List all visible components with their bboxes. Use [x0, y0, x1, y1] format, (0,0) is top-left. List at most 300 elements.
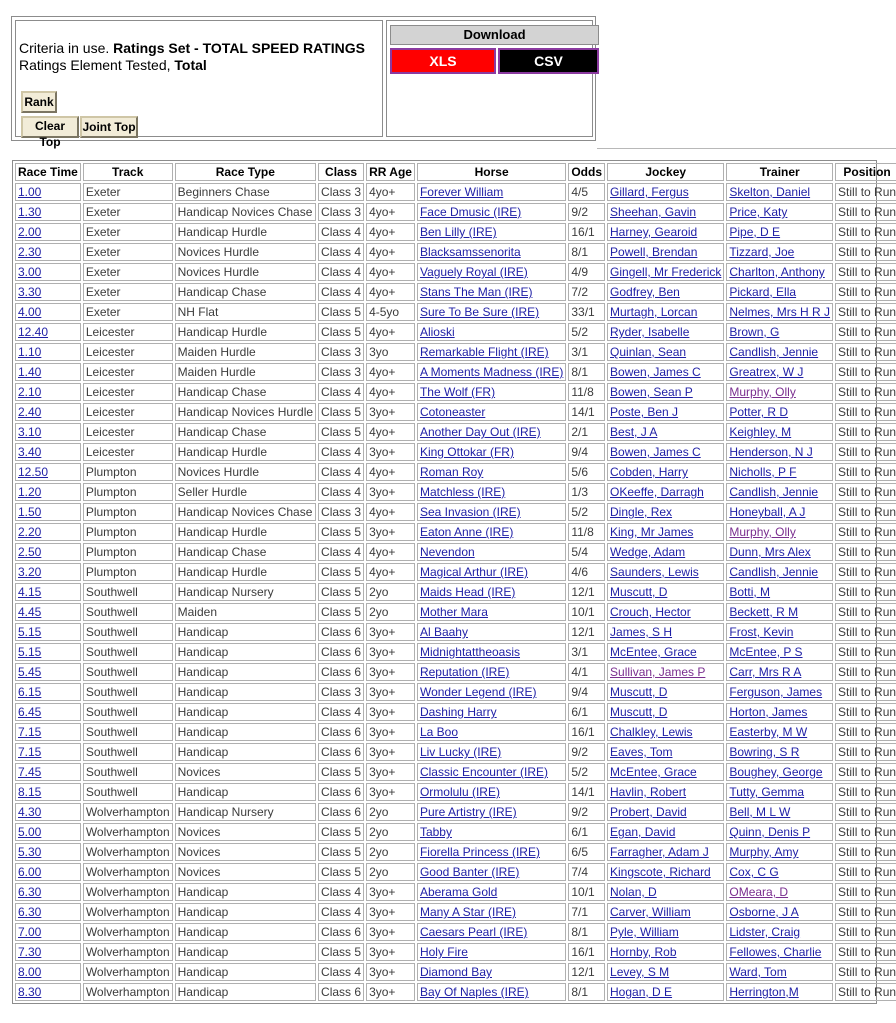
odds-cell: 8/1	[568, 243, 605, 261]
trainer-link[interactable]: McEntee, P S	[726, 643, 833, 661]
trainer-link[interactable]: Skelton, Daniel	[726, 183, 833, 201]
class-cell: Class 5	[318, 583, 364, 601]
horse-link[interactable]: Holy Fire	[417, 943, 566, 961]
odds-cell: 16/1	[568, 223, 605, 241]
trainer-link[interactable]: Pipe, D E	[726, 223, 833, 241]
horse-link[interactable]: Liv Lucky (IRE)	[417, 743, 566, 761]
horse-link[interactable]: Roman Roy	[417, 463, 566, 481]
track-cell: Wolverhampton	[83, 803, 173, 821]
table-row	[15, 743, 896, 761]
race-time-link[interactable]: 1.30	[15, 203, 81, 221]
horse-link[interactable]: Forever William	[417, 183, 566, 201]
horse-link[interactable]: Another Day Out (IRE)	[417, 423, 566, 441]
race-time-link[interactable]: 7.00	[15, 923, 81, 941]
track-cell: Exeter	[83, 263, 173, 281]
race-time-link[interactable]: 6.45	[15, 703, 81, 721]
horse-link[interactable]: Wonder Legend (IRE)	[417, 683, 566, 701]
horse-link[interactable]: Fiorella Princess (IRE)	[417, 843, 566, 861]
trainer-link[interactable]: Bell, M L W	[726, 803, 833, 821]
jockey-link[interactable]: Muscutt, D	[607, 703, 724, 721]
horse-link[interactable]: Sure To Be Sure (IRE)	[417, 303, 566, 321]
table-row	[15, 883, 896, 901]
odds-cell: 16/1	[568, 943, 605, 961]
table-row	[15, 963, 896, 981]
jockey-link[interactable]: Hornby, Rob	[607, 943, 724, 961]
odds-cell: 1/3	[568, 483, 605, 501]
trainer-link[interactable]: Osborne, J A	[726, 903, 833, 921]
jockey-link[interactable]: Murtagh, Lorcan	[607, 303, 724, 321]
rank-button[interactable]: Rank	[21, 91, 57, 113]
trainer-link[interactable]: Candlish, Jennie	[726, 483, 833, 501]
rr-age-cell: 3yo+	[366, 623, 415, 641]
table-row	[15, 983, 896, 1001]
trainer-link[interactable]: Potter, R D	[726, 403, 833, 421]
race-time-link[interactable]: 4.00	[15, 303, 81, 321]
trainer-link[interactable]: Bowring, S R	[726, 743, 833, 761]
race-time-link[interactable]: 3.00	[15, 263, 81, 281]
jockey-link[interactable]: Kingscote, Richard	[607, 863, 724, 881]
rr-age-cell: 2yo	[366, 843, 415, 861]
header-class: Class	[318, 163, 364, 181]
track-cell: Wolverhampton	[83, 943, 173, 961]
odds-cell: 3/1	[568, 343, 605, 361]
race-time-link[interactable]: 6.15	[15, 683, 81, 701]
trainer-link[interactable]: Botti, M	[726, 583, 833, 601]
horse-link[interactable]: Face Dmusic (IRE)	[417, 203, 566, 221]
horse-link[interactable]: Classic Encounter (IRE)	[417, 763, 566, 781]
track-cell: Plumpton	[83, 543, 173, 561]
jockey-link[interactable]: Sullivan, James P	[607, 663, 724, 681]
divider	[597, 148, 896, 149]
horse-link[interactable]: Maids Head (IRE)	[417, 583, 566, 601]
horse-link[interactable]: Blacksamssenorita	[417, 243, 566, 261]
odds-cell: 6/5	[568, 843, 605, 861]
race-type-cell: Novices	[175, 843, 316, 861]
class-cell: Class 5	[318, 843, 364, 861]
trainer-link[interactable]: Boughey, George	[726, 763, 833, 781]
race-time-link[interactable]: 2.40	[15, 403, 81, 421]
odds-cell: 14/1	[568, 783, 605, 801]
race-type-cell: Handicap	[175, 883, 316, 901]
horse-link[interactable]: Many A Star (IRE)	[417, 903, 566, 921]
rr-age-cell: 4yo+	[366, 383, 415, 401]
trainer-link[interactable]: Charlton, Anthony	[726, 263, 833, 281]
horse-link[interactable]: Al Baahy	[417, 623, 566, 641]
jockey-link[interactable]: Best, J A	[607, 423, 724, 441]
trainer-link[interactable]: Easterby, M W	[726, 723, 833, 741]
class-cell: Class 5	[318, 403, 364, 421]
race-type-cell: Novices Hurdle	[175, 243, 316, 261]
trainer-link[interactable]: Horton, James	[726, 703, 833, 721]
race-type-cell: Handicap Chase	[175, 383, 316, 401]
rr-age-cell: 3yo+	[366, 783, 415, 801]
class-cell: Class 5	[318, 823, 364, 841]
race-type-cell: NH Flat	[175, 303, 316, 321]
jockey-link[interactable]: Muscutt, D	[607, 583, 724, 601]
trainer-link[interactable]: Nicholls, P F	[726, 463, 833, 481]
race-type-cell: Novices Hurdle	[175, 463, 316, 481]
horse-link[interactable]: Tabby	[417, 823, 566, 841]
jockey-link[interactable]: King, Mr James	[607, 523, 724, 541]
rr-age-cell: 3yo+	[366, 743, 415, 761]
race-time-link[interactable]: 3.10	[15, 423, 81, 441]
horse-link[interactable]: Sea Invasion (IRE)	[417, 503, 566, 521]
horse-link[interactable]: Bay Of Naples (IRE)	[417, 983, 566, 1001]
race-time-link[interactable]: 4.15	[15, 583, 81, 601]
horse-link[interactable]: Cotoneaster	[417, 403, 566, 421]
jockey-link[interactable]: Sheehan, Gavin	[607, 203, 724, 221]
class-cell: Class 6	[318, 643, 364, 661]
position-cell: Still to Run	[835, 603, 896, 621]
odds-cell: 5/2	[568, 323, 605, 341]
track-cell: Southwell	[83, 623, 173, 641]
position-cell: Still to Run	[835, 203, 896, 221]
race-type-cell: Maiden Hurdle	[175, 343, 316, 361]
jockey-link[interactable]: Poste, Ben J	[607, 403, 724, 421]
jockey-link[interactable]: Carver, William	[607, 903, 724, 921]
table-row	[15, 323, 896, 341]
position-cell: Still to Run	[835, 503, 896, 521]
table-row	[15, 943, 896, 961]
horse-link[interactable]: Ormolulu (IRE)	[417, 783, 566, 801]
race-time-link[interactable]: 6.30	[15, 883, 81, 901]
jockey-link[interactable]: Bowen, Sean P	[607, 383, 724, 401]
position-cell: Still to Run	[835, 643, 896, 661]
position-cell: Still to Run	[835, 463, 896, 481]
odds-cell: 14/1	[568, 403, 605, 421]
trainer-link[interactable]: Brown, G	[726, 323, 833, 341]
rr-age-cell: 4-5yo	[366, 303, 415, 321]
table-row	[15, 603, 896, 621]
jockey-link[interactable]: Bowen, James C	[607, 363, 724, 381]
table-row	[15, 803, 896, 821]
jockey-link[interactable]: Nolan, D	[607, 883, 724, 901]
horse-link[interactable]: Matchless (IRE)	[417, 483, 566, 501]
rr-age-cell: 4yo+	[366, 223, 415, 241]
trainer-link[interactable]: Tizzard, Joe	[726, 243, 833, 261]
download-csv-button[interactable]: CSV	[498, 48, 599, 74]
jockey-link[interactable]: Quinlan, Sean	[607, 343, 724, 361]
trainer-link[interactable]: Murphy, Amy	[726, 843, 833, 861]
position-cell: Still to Run	[835, 723, 896, 741]
horse-link[interactable]: Ben Lilly (IRE)	[417, 223, 566, 241]
class-cell: Class 4	[318, 383, 364, 401]
jockey-link[interactable]: Havlin, Robert	[607, 783, 724, 801]
trainer-link[interactable]: Frost, Kevin	[726, 623, 833, 641]
race-time-link[interactable]: 1.00	[15, 183, 81, 201]
race-type-cell: Handicap Chase	[175, 543, 316, 561]
trainer-link[interactable]: Quinn, Denis P	[726, 823, 833, 841]
trainer-link[interactable]: Price, Katy	[726, 203, 833, 221]
table-row	[15, 203, 896, 221]
race-time-link[interactable]: 8.30	[15, 983, 81, 1001]
race-time-link[interactable]: 2.30	[15, 243, 81, 261]
criteria-ratings-set	[19, 40, 365, 56]
odds-cell: 5/6	[568, 463, 605, 481]
rr-age-cell: 3yo+	[366, 683, 415, 701]
odds-cell: 4/9	[568, 263, 605, 281]
horse-link[interactable]: King Ottokar (FR)	[417, 443, 566, 461]
odds-cell: 9/2	[568, 803, 605, 821]
jockey-link[interactable]: Levey, S M	[607, 963, 724, 981]
rr-age-cell: 2yo	[366, 583, 415, 601]
horse-link[interactable]: La Boo	[417, 723, 566, 741]
table-row	[15, 343, 896, 361]
race-time-link[interactable]: 5.45	[15, 663, 81, 681]
header-jockey: Jockey	[607, 163, 724, 181]
jockey-link[interactable]: Gillard, Fergus	[607, 183, 724, 201]
jockey-link[interactable]: Powell, Brendan	[607, 243, 724, 261]
race-type-cell: Handicap	[175, 963, 316, 981]
position-cell: Still to Run	[835, 443, 896, 461]
horse-link[interactable]: Pure Artistry (IRE)	[417, 803, 566, 821]
race-time-link[interactable]: 1.50	[15, 503, 81, 521]
jockey-link[interactable]: Pyle, William	[607, 923, 724, 941]
race-time-link[interactable]: 4.30	[15, 803, 81, 821]
race-type-cell: Handicap Hurdle	[175, 223, 316, 241]
horse-link[interactable]: Dashing Harry	[417, 703, 566, 721]
jockey-link[interactable]: Dingle, Rex	[607, 503, 724, 521]
track-cell: Leicester	[83, 343, 173, 361]
race-time-link[interactable]: 5.15	[15, 643, 81, 661]
race-time-link[interactable]: 12.50	[15, 463, 81, 481]
race-type-cell: Handicap Chase	[175, 423, 316, 441]
race-time-link[interactable]: 1.40	[15, 363, 81, 381]
jockey-link[interactable]: OKeeffe, Darragh	[607, 483, 724, 501]
race-time-link[interactable]: 5.30	[15, 843, 81, 861]
class-cell: Class 4	[318, 543, 364, 561]
track-cell: Exeter	[83, 283, 173, 301]
odds-cell: 12/1	[568, 583, 605, 601]
criteria-label: Criteria in use.	[19, 40, 110, 56]
race-type-cell: Handicap Hurdle	[175, 563, 316, 581]
odds-cell: 33/1	[568, 303, 605, 321]
table-row	[15, 923, 896, 941]
odds-cell: 7/4	[568, 863, 605, 881]
jockey-link[interactable]: Bowen, James C	[607, 443, 724, 461]
jockey-link[interactable]: Harney, Gearoid	[607, 223, 724, 241]
race-time-link[interactable]: 5.00	[15, 823, 81, 841]
race-time-link[interactable]: 3.40	[15, 443, 81, 461]
horse-link[interactable]: Reputation (IRE)	[417, 663, 566, 681]
position-cell: Still to Run	[835, 223, 896, 241]
race-time-link[interactable]: 6.00	[15, 863, 81, 881]
race-time-link[interactable]: 4.45	[15, 603, 81, 621]
table-row	[15, 383, 896, 401]
race-type-cell: Handicap	[175, 983, 316, 1001]
track-cell: Southwell	[83, 603, 173, 621]
race-time-link[interactable]: 2.20	[15, 523, 81, 541]
rr-age-cell: 3yo+	[366, 643, 415, 661]
rr-age-cell: 4yo+	[366, 543, 415, 561]
jockey-link[interactable]: McEntee, Grace	[607, 763, 724, 781]
horse-link[interactable]: Caesars Pearl (IRE)	[417, 923, 566, 941]
trainer-link[interactable]: Honeyball, A J	[726, 503, 833, 521]
horse-link[interactable]: Remarkable Flight (IRE)	[417, 343, 566, 361]
rr-age-cell: 3yo+	[366, 983, 415, 1001]
jockey-link[interactable]: Eaves, Tom	[607, 743, 724, 761]
trainer-link[interactable]: Candlish, Jennie	[726, 343, 833, 361]
table-row	[15, 283, 896, 301]
trainer-link[interactable]: Cox, C G	[726, 863, 833, 881]
race-type-cell: Beginners Chase	[175, 183, 316, 201]
jockey-link[interactable]: Godfrey, Ben	[607, 283, 724, 301]
position-cell: Still to Run	[835, 423, 896, 441]
track-cell: Southwell	[83, 583, 173, 601]
trainer-link[interactable]: OMeara, D	[726, 883, 833, 901]
odds-cell: 11/8	[568, 523, 605, 541]
trainer-link[interactable]: Pickard, Ella	[726, 283, 833, 301]
horse-link[interactable]: Mother Mara	[417, 603, 566, 621]
race-time-link[interactable]: 7.15	[15, 723, 81, 741]
joint-top-button[interactable]: Joint Top	[80, 116, 138, 138]
jockey-link[interactable]: Gingell, Mr Frederick	[607, 263, 724, 281]
horse-link[interactable]: Eaton Anne (IRE)	[417, 523, 566, 541]
table-row	[15, 643, 896, 661]
jockey-link[interactable]: McEntee, Grace	[607, 643, 724, 661]
race-time-link[interactable]: 3.30	[15, 283, 81, 301]
odds-cell: 4/1	[568, 663, 605, 681]
race-type-cell: Handicap Nursery	[175, 803, 316, 821]
horse-link[interactable]: Midnightattheoasis	[417, 643, 566, 661]
race-time-link[interactable]: 7.15	[15, 743, 81, 761]
rr-age-cell: 4yo+	[366, 243, 415, 261]
race-time-link[interactable]: 8.00	[15, 963, 81, 981]
jockey-link[interactable]: Muscutt, D	[607, 683, 724, 701]
class-cell: Class 3	[318, 503, 364, 521]
download-xls-button[interactable]: XLS	[390, 48, 496, 74]
horse-link[interactable]: Good Banter (IRE)	[417, 863, 566, 881]
race-time-link[interactable]: 6.30	[15, 903, 81, 921]
rr-age-cell: 3yo+	[366, 723, 415, 741]
table-row	[15, 523, 896, 541]
trainer-link[interactable]: Keighley, M	[726, 423, 833, 441]
position-cell: Still to Run	[835, 683, 896, 701]
table-row	[15, 443, 896, 461]
race-time-link[interactable]: 12.40	[15, 323, 81, 341]
odds-cell: 9/4	[568, 683, 605, 701]
trainer-link[interactable]: Lidster, Craig	[726, 923, 833, 941]
trainer-link[interactable]: Candlish, Jennie	[726, 563, 833, 581]
jockey-link[interactable]: James, S H	[607, 623, 724, 641]
race-time-link[interactable]: 1.20	[15, 483, 81, 501]
trainer-link[interactable]: Ferguson, James	[726, 683, 833, 701]
horse-link[interactable]: Nevendon	[417, 543, 566, 561]
race-time-link[interactable]: 7.30	[15, 943, 81, 961]
jockey-link[interactable]: Egan, David	[607, 823, 724, 841]
track-cell: Southwell	[83, 783, 173, 801]
odds-cell: 8/1	[568, 363, 605, 381]
jockey-link[interactable]: Farragher, Adam J	[607, 843, 724, 861]
header-horse: Horse	[417, 163, 566, 181]
class-cell: Class 6	[318, 743, 364, 761]
jockey-link[interactable]: Hogan, D E	[607, 983, 724, 1001]
trainer-link[interactable]: Murphy, Olly	[726, 383, 833, 401]
trainer-link[interactable]: Beckett, R M	[726, 603, 833, 621]
race-time-link[interactable]: 2.10	[15, 383, 81, 401]
table-row	[15, 783, 896, 801]
race-time-link[interactable]: 3.20	[15, 563, 81, 581]
class-cell: Class 4	[318, 903, 364, 921]
track-cell: Exeter	[83, 243, 173, 261]
table-row	[15, 903, 896, 921]
table-row	[15, 543, 896, 561]
track-cell: Plumpton	[83, 463, 173, 481]
trainer-link[interactable]: Dunn, Mrs Alex	[726, 543, 833, 561]
jockey-link[interactable]: Crouch, Hector	[607, 603, 724, 621]
rr-age-cell: 4yo+	[366, 183, 415, 201]
horse-link[interactable]: Vaguely Royal (IRE)	[417, 263, 566, 281]
horse-link[interactable]: Stans The Man (IRE)	[417, 283, 566, 301]
rr-age-cell: 3yo+	[366, 763, 415, 781]
track-cell: Southwell	[83, 643, 173, 661]
track-cell: Southwell	[83, 743, 173, 761]
horse-link[interactable]: Magical Arthur (IRE)	[417, 563, 566, 581]
jockey-link[interactable]: Wedge, Adam	[607, 543, 724, 561]
jockey-link[interactable]: Cobden, Harry	[607, 463, 724, 481]
class-cell: Class 5	[318, 523, 364, 541]
race-time-link[interactable]: 2.00	[15, 223, 81, 241]
trainer-link[interactable]: Nelmes, Mrs H R J	[726, 303, 833, 321]
position-cell: Still to Run	[835, 943, 896, 961]
trainer-link[interactable]: Greatrex, W J	[726, 363, 833, 381]
race-type-cell: Maiden	[175, 603, 316, 621]
odds-cell: 5/4	[568, 543, 605, 561]
race-type-cell: Novices Hurdle	[175, 263, 316, 281]
trainer-link[interactable]: Tutty, Gemma	[726, 783, 833, 801]
class-cell: Class 3	[318, 183, 364, 201]
race-type-cell: Handicap	[175, 623, 316, 641]
track-cell: Southwell	[83, 663, 173, 681]
table-row	[15, 623, 896, 641]
horse-link[interactable]: Alioski	[417, 323, 566, 341]
jockey-link[interactable]: Probert, David	[607, 803, 724, 821]
table-row	[15, 683, 896, 701]
race-time-link[interactable]: 1.10	[15, 343, 81, 361]
horse-link[interactable]: A Moments Madness (IRE)	[417, 363, 566, 381]
race-time-link[interactable]: 8.15	[15, 783, 81, 801]
race-time-link[interactable]: 7.45	[15, 763, 81, 781]
jockey-link[interactable]: Chalkley, Lewis	[607, 723, 724, 741]
track-cell: Southwell	[83, 763, 173, 781]
race-time-link[interactable]: 5.15	[15, 623, 81, 641]
race-time-link[interactable]: 2.50	[15, 543, 81, 561]
odds-cell: 7/2	[568, 283, 605, 301]
race-type-cell: Handicap	[175, 683, 316, 701]
jockey-link[interactable]: Saunders, Lewis	[607, 563, 724, 581]
trainer-link[interactable]: Fellowes, Charlie	[726, 943, 833, 961]
trainer-link[interactable]: Ward, Tom	[726, 963, 833, 981]
jockey-link[interactable]: Ryder, Isabelle	[607, 323, 724, 341]
download-cell	[386, 20, 593, 137]
rr-age-cell: 3yo+	[366, 903, 415, 921]
horse-link[interactable]: Aberama Gold	[417, 883, 566, 901]
table-row	[15, 703, 896, 721]
clear-top-button[interactable]: Clear Top	[21, 116, 79, 138]
track-cell: Plumpton	[83, 523, 173, 541]
trainer-link[interactable]: Murphy, Olly	[726, 523, 833, 541]
rr-age-cell: 2yo	[366, 603, 415, 621]
trainer-link[interactable]: Carr, Mrs R A	[726, 663, 833, 681]
track-cell: Wolverhampton	[83, 963, 173, 981]
horse-link[interactable]: The Wolf (FR)	[417, 383, 566, 401]
trainer-link[interactable]: Herrington,M	[726, 983, 833, 1001]
trainer-link[interactable]: Henderson, N J	[726, 443, 833, 461]
criteria-panel	[11, 16, 596, 149]
race-type-cell: Handicap	[175, 943, 316, 961]
horse-link[interactable]: Diamond Bay	[417, 963, 566, 981]
class-cell: Class 3	[318, 363, 364, 381]
